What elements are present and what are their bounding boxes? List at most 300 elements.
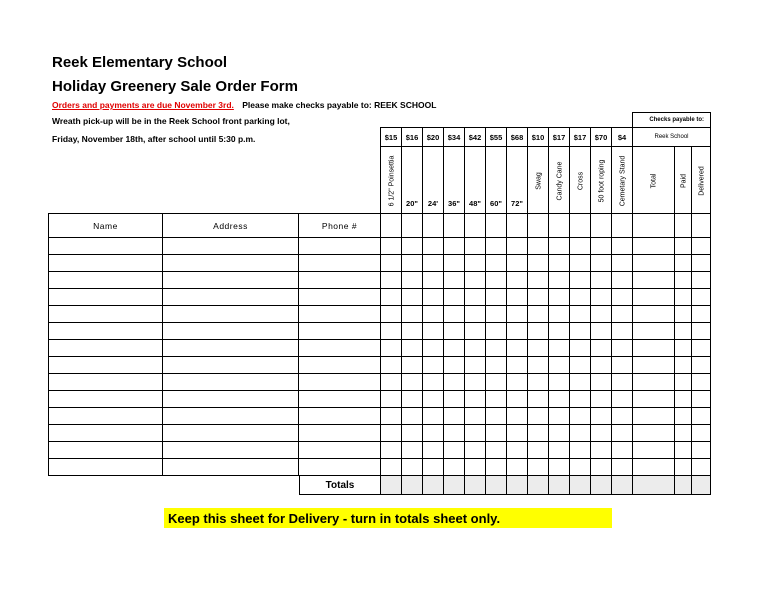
- entry-cell[interactable]: [633, 408, 675, 425]
- entry-cell[interactable]: [381, 289, 402, 306]
- entry-cell[interactable]: [49, 289, 163, 306]
- entry-cell[interactable]: [675, 289, 692, 306]
- entry-cell[interactable]: [49, 238, 163, 255]
- totals-cell[interactable]: [423, 476, 444, 495]
- entry-cell[interactable]: [692, 391, 711, 408]
- entry-cell[interactable]: [675, 340, 692, 357]
- entry-cell[interactable]: [163, 425, 299, 442]
- entry-cell[interactable]: [591, 459, 612, 476]
- entry-cell[interactable]: [402, 306, 423, 323]
- entry-cell[interactable]: [486, 340, 507, 357]
- entry-cell[interactable]: [612, 459, 633, 476]
- totals-cell[interactable]: [444, 476, 465, 495]
- entry-cell[interactable]: [299, 306, 381, 323]
- entry-cell[interactable]: [528, 374, 549, 391]
- entry-cell[interactable]: [570, 425, 591, 442]
- entry-cell[interactable]: [444, 442, 465, 459]
- entry-cell[interactable]: [675, 374, 692, 391]
- entry-cell[interactable]: [163, 323, 299, 340]
- entry-cell[interactable]: [299, 272, 381, 289]
- entry-cell[interactable]: [486, 391, 507, 408]
- entry-cell[interactable]: [444, 238, 465, 255]
- entry-cell[interactable]: [465, 272, 486, 289]
- entry-cell[interactable]: [591, 289, 612, 306]
- entry-cell[interactable]: [612, 238, 633, 255]
- totals-cell[interactable]: [486, 476, 507, 495]
- entry-cell[interactable]: [570, 323, 591, 340]
- entry-cell[interactable]: [528, 442, 549, 459]
- header-blank-cell: [465, 214, 486, 238]
- entry-cell[interactable]: [163, 238, 299, 255]
- entry-cell[interactable]: [423, 272, 444, 289]
- entry-cell[interactable]: [528, 306, 549, 323]
- entry-cell[interactable]: [549, 408, 570, 425]
- totals-cell[interactable]: [692, 476, 711, 495]
- entry-cell[interactable]: [507, 408, 528, 425]
- size-cell: 48": [465, 147, 486, 214]
- entry-cell[interactable]: [423, 255, 444, 272]
- product-label-cell: [528, 147, 549, 214]
- entry-cell[interactable]: [549, 340, 570, 357]
- entry-cell[interactable]: [612, 357, 633, 374]
- header-blank-cell: [591, 214, 612, 238]
- product-label: Cross: [577, 171, 584, 190]
- entry-cell[interactable]: [633, 323, 675, 340]
- school-title: Reek Elementary School: [52, 54, 228, 71]
- entry-cell[interactable]: [49, 357, 163, 374]
- entry-cell[interactable]: [299, 357, 381, 374]
- entry-cell[interactable]: [675, 459, 692, 476]
- entry-cell[interactable]: [549, 272, 570, 289]
- entry-cell[interactable]: [402, 391, 423, 408]
- entry-cell[interactable]: [402, 408, 423, 425]
- entry-cell[interactable]: [423, 306, 444, 323]
- totals-cell[interactable]: [507, 476, 528, 495]
- entry-cell[interactable]: [423, 357, 444, 374]
- entry-cell[interactable]: [692, 425, 711, 442]
- entry-cell[interactable]: [49, 323, 163, 340]
- entry-cell[interactable]: [591, 425, 612, 442]
- entry-cell[interactable]: [612, 272, 633, 289]
- entry-cell[interactable]: [299, 408, 381, 425]
- entry-cell[interactable]: [299, 374, 381, 391]
- entry-cell[interactable]: [381, 306, 402, 323]
- entry-cell[interactable]: [486, 255, 507, 272]
- entry-cell[interactable]: [299, 340, 381, 357]
- entry-cell[interactable]: [570, 374, 591, 391]
- entry-cell[interactable]: [591, 391, 612, 408]
- entry-cell[interactable]: [163, 255, 299, 272]
- entry-cell[interactable]: [528, 357, 549, 374]
- entry-cell[interactable]: [612, 289, 633, 306]
- entry-cell[interactable]: [549, 459, 570, 476]
- entry-cell[interactable]: [591, 238, 612, 255]
- entry-cell[interactable]: [465, 357, 486, 374]
- entry-cell[interactable]: [633, 306, 675, 323]
- checks-payable-value: Reek School: [633, 128, 711, 147]
- entry-cell[interactable]: [612, 323, 633, 340]
- entry-cell[interactable]: [465, 323, 486, 340]
- entry-cell[interactable]: [299, 238, 381, 255]
- entry-cell[interactable]: [612, 425, 633, 442]
- checks-notice: Please make checks payable to: REEK SCHOOL: [242, 100, 437, 110]
- entry-cell[interactable]: [402, 255, 423, 272]
- summary-label-cell: [675, 147, 692, 214]
- entry-cell[interactable]: [163, 306, 299, 323]
- entry-cell[interactable]: [402, 289, 423, 306]
- entry-cell[interactable]: [692, 306, 711, 323]
- entry-cell[interactable]: [692, 323, 711, 340]
- entry-cell[interactable]: [675, 255, 692, 272]
- entry-cell[interactable]: [591, 272, 612, 289]
- entry-cell[interactable]: [163, 408, 299, 425]
- entry-cell[interactable]: [675, 306, 692, 323]
- entry-cell[interactable]: [675, 391, 692, 408]
- entry-cell[interactable]: [381, 272, 402, 289]
- price-cell: $10: [528, 128, 549, 147]
- entry-cell[interactable]: [381, 323, 402, 340]
- entry-cell[interactable]: [612, 391, 633, 408]
- entry-cell[interactable]: [528, 323, 549, 340]
- entry-cell[interactable]: [549, 357, 570, 374]
- entry-cell[interactable]: [49, 408, 163, 425]
- entry-cell[interactable]: [570, 289, 591, 306]
- entry-cell[interactable]: [49, 340, 163, 357]
- entry-cell[interactable]: [633, 391, 675, 408]
- entry-cell[interactable]: [507, 442, 528, 459]
- entry-cell[interactable]: [612, 408, 633, 425]
- price-cell: $15: [381, 128, 402, 147]
- entry-cell[interactable]: [591, 442, 612, 459]
- entry-cell[interactable]: [675, 425, 692, 442]
- entry-cell[interactable]: [549, 391, 570, 408]
- entry-cell[interactable]: [570, 459, 591, 476]
- size-cell: 20": [402, 147, 423, 214]
- entry-cell[interactable]: [549, 289, 570, 306]
- entry-cell[interactable]: [675, 357, 692, 374]
- entry-cell[interactable]: [549, 323, 570, 340]
- entry-cell[interactable]: [692, 255, 711, 272]
- price-cell: $70: [591, 128, 612, 147]
- entry-cell[interactable]: [423, 425, 444, 442]
- entry-cell[interactable]: [444, 459, 465, 476]
- entry-cell[interactable]: [486, 374, 507, 391]
- entry-cell[interactable]: [633, 255, 675, 272]
- entry-cell[interactable]: [423, 459, 444, 476]
- totals-cell[interactable]: [528, 476, 549, 495]
- entry-cell[interactable]: [675, 408, 692, 425]
- entry-cell[interactable]: [423, 238, 444, 255]
- entry-cell[interactable]: [591, 323, 612, 340]
- entry-cell[interactable]: [549, 425, 570, 442]
- entry-cell[interactable]: [49, 442, 163, 459]
- entry-cell[interactable]: [163, 374, 299, 391]
- entry-cell[interactable]: [49, 425, 163, 442]
- entry-cell[interactable]: [692, 357, 711, 374]
- entry-cell[interactable]: [444, 289, 465, 306]
- entry-cell[interactable]: [591, 306, 612, 323]
- entry-cell[interactable]: [444, 357, 465, 374]
- entry-cell[interactable]: [402, 323, 423, 340]
- entry-cell[interactable]: [528, 459, 549, 476]
- entry-cell[interactable]: [486, 425, 507, 442]
- entry-cell[interactable]: [528, 391, 549, 408]
- entry-cell[interactable]: [633, 272, 675, 289]
- entry-cell[interactable]: [444, 425, 465, 442]
- entry-cell[interactable]: [444, 391, 465, 408]
- entry-cell[interactable]: [423, 374, 444, 391]
- pickup-line-1: Wreath pick-up will be in the Reek School front parking lot,: [52, 116, 290, 126]
- entry-cell[interactable]: [591, 408, 612, 425]
- entry-cell[interactable]: [444, 255, 465, 272]
- totals-cell[interactable]: [381, 476, 402, 495]
- entry-cell[interactable]: [163, 272, 299, 289]
- entry-cell[interactable]: [444, 340, 465, 357]
- entry-cell[interactable]: [49, 255, 163, 272]
- entry-cell[interactable]: [528, 238, 549, 255]
- entry-cell[interactable]: [591, 340, 612, 357]
- entry-cell[interactable]: [692, 272, 711, 289]
- entry-cell[interactable]: [507, 289, 528, 306]
- entry-cell[interactable]: [402, 374, 423, 391]
- entry-cell[interactable]: [507, 425, 528, 442]
- entry-cell[interactable]: [633, 340, 675, 357]
- totals-cell[interactable]: [633, 476, 675, 495]
- entry-cell[interactable]: [486, 442, 507, 459]
- entry-cell[interactable]: [381, 425, 402, 442]
- entry-cell[interactable]: [402, 272, 423, 289]
- summary-column-label: Paid: [680, 173, 687, 188]
- price-cell: $42: [465, 128, 486, 147]
- product-label: Cemetary Stand: [619, 155, 626, 206]
- entry-cell[interactable]: [612, 255, 633, 272]
- due-line: [52, 100, 436, 110]
- checks-payable-label: Checks payable to:: [633, 112, 711, 128]
- product-label-cell: [570, 147, 591, 214]
- entry-cell[interactable]: [507, 323, 528, 340]
- entry-cell[interactable]: [570, 391, 591, 408]
- entry-cell[interactable]: [570, 357, 591, 374]
- entry-cell[interactable]: [465, 408, 486, 425]
- product-label: 50 foot roping: [598, 159, 605, 202]
- totals-cell[interactable]: [570, 476, 591, 495]
- entry-cell[interactable]: [507, 238, 528, 255]
- totals-cell[interactable]: [675, 476, 692, 495]
- entry-cell[interactable]: [465, 374, 486, 391]
- entry-cell[interactable]: [570, 408, 591, 425]
- entry-cell[interactable]: [549, 442, 570, 459]
- name-header: Name: [49, 214, 163, 238]
- entry-cell[interactable]: [163, 289, 299, 306]
- product-label: Candy Cane: [556, 161, 563, 200]
- entry-cell[interactable]: [465, 306, 486, 323]
- entry-cell[interactable]: [507, 340, 528, 357]
- entry-cell[interactable]: [486, 408, 507, 425]
- address-header: Address: [163, 214, 299, 238]
- entry-cell[interactable]: [486, 272, 507, 289]
- entry-cell[interactable]: [423, 391, 444, 408]
- entry-cell[interactable]: [507, 357, 528, 374]
- entry-cell[interactable]: [692, 374, 711, 391]
- entry-cell[interactable]: [381, 374, 402, 391]
- entry-cell[interactable]: [49, 306, 163, 323]
- entry-cell[interactable]: [402, 357, 423, 374]
- entry-cell[interactable]: [692, 408, 711, 425]
- entry-cell[interactable]: [465, 340, 486, 357]
- entry-cell[interactable]: [402, 425, 423, 442]
- entry-cell[interactable]: [692, 459, 711, 476]
- header-blank-cell: [549, 214, 570, 238]
- entry-cell[interactable]: [465, 425, 486, 442]
- entry-cell[interactable]: [633, 289, 675, 306]
- entry-cell[interactable]: [299, 323, 381, 340]
- entry-cell[interactable]: [591, 374, 612, 391]
- entry-cell[interactable]: [591, 255, 612, 272]
- entry-cell[interactable]: [528, 289, 549, 306]
- entry-cell[interactable]: [570, 340, 591, 357]
- entry-cell[interactable]: [549, 306, 570, 323]
- entry-cell[interactable]: [612, 306, 633, 323]
- entry-cell[interactable]: [486, 357, 507, 374]
- entry-cell[interactable]: [402, 238, 423, 255]
- entry-cell[interactable]: [465, 391, 486, 408]
- entry-cell[interactable]: [528, 272, 549, 289]
- header-blank-cell: [675, 214, 692, 238]
- entry-cell[interactable]: [486, 289, 507, 306]
- entry-cell[interactable]: [528, 408, 549, 425]
- entry-cell[interactable]: [612, 374, 633, 391]
- entry-cell[interactable]: [423, 289, 444, 306]
- entry-cell[interactable]: [692, 289, 711, 306]
- entry-cell[interactable]: [299, 425, 381, 442]
- entry-cell[interactable]: [528, 425, 549, 442]
- entry-cell[interactable]: [486, 306, 507, 323]
- entry-cell[interactable]: [381, 255, 402, 272]
- entry-cell[interactable]: [570, 306, 591, 323]
- entry-cell[interactable]: [163, 357, 299, 374]
- entry-cell[interactable]: [423, 323, 444, 340]
- entry-cell[interactable]: [163, 340, 299, 357]
- entry-cell[interactable]: [299, 255, 381, 272]
- entry-cell[interactable]: [299, 289, 381, 306]
- entry-cell[interactable]: [549, 374, 570, 391]
- entry-cell[interactable]: [299, 459, 381, 476]
- entry-cell[interactable]: [402, 442, 423, 459]
- entry-cell[interactable]: [402, 340, 423, 357]
- entry-cell[interactable]: [507, 306, 528, 323]
- entry-cell[interactable]: [675, 442, 692, 459]
- entry-cell[interactable]: [49, 374, 163, 391]
- totals-cell[interactable]: [612, 476, 633, 495]
- entry-cell[interactable]: [299, 442, 381, 459]
- entry-cell[interactable]: [465, 289, 486, 306]
- entry-cell[interactable]: [381, 442, 402, 459]
- entry-cell[interactable]: [549, 255, 570, 272]
- entry-cell[interactable]: [692, 238, 711, 255]
- entry-cell[interactable]: [465, 238, 486, 255]
- entry-cell[interactable]: [465, 255, 486, 272]
- entry-cell[interactable]: [507, 272, 528, 289]
- entry-cell[interactable]: [381, 238, 402, 255]
- entry-cell[interactable]: [381, 459, 402, 476]
- entry-cell[interactable]: [633, 238, 675, 255]
- entry-cell[interactable]: [528, 340, 549, 357]
- entry-cell[interactable]: [633, 425, 675, 442]
- entry-cell[interactable]: [612, 340, 633, 357]
- totals-cell[interactable]: [549, 476, 570, 495]
- summary-column-label: Delivered: [698, 165, 705, 196]
- entry-cell[interactable]: [381, 357, 402, 374]
- entry-cell[interactable]: [507, 459, 528, 476]
- totals-cell[interactable]: [402, 476, 423, 495]
- entry-cell[interactable]: [633, 459, 675, 476]
- entry-cell[interactable]: [507, 255, 528, 272]
- entry-cell[interactable]: [402, 459, 423, 476]
- entry-cell[interactable]: [633, 374, 675, 391]
- price-cell: $34: [444, 128, 465, 147]
- entry-cell[interactable]: [675, 323, 692, 340]
- entry-cell[interactable]: [163, 459, 299, 476]
- entry-cell[interactable]: [49, 391, 163, 408]
- entry-cell[interactable]: [692, 340, 711, 357]
- entry-cell[interactable]: [570, 255, 591, 272]
- header-blank-cell: [692, 214, 711, 238]
- entry-cell[interactable]: [612, 442, 633, 459]
- entry-cell[interactable]: [444, 408, 465, 425]
- entry-cell[interactable]: [633, 442, 675, 459]
- entry-cell[interactable]: [570, 442, 591, 459]
- entry-cell[interactable]: [49, 459, 163, 476]
- entry-cell[interactable]: [486, 238, 507, 255]
- entry-cell[interactable]: [570, 272, 591, 289]
- entry-cell[interactable]: [507, 391, 528, 408]
- entry-cell[interactable]: [381, 408, 402, 425]
- entry-cell[interactable]: [423, 340, 444, 357]
- entry-cell[interactable]: [528, 255, 549, 272]
- entry-cell[interactable]: [163, 391, 299, 408]
- header-blank-cell: [507, 214, 528, 238]
- entry-cell[interactable]: [549, 238, 570, 255]
- product-label: 6 1/2" Poinsettia: [388, 155, 395, 206]
- entry-cell[interactable]: [507, 374, 528, 391]
- entry-cell[interactable]: [381, 391, 402, 408]
- entry-cell[interactable]: [299, 391, 381, 408]
- entry-cell[interactable]: [423, 442, 444, 459]
- entry-cell[interactable]: [675, 272, 692, 289]
- entry-cell[interactable]: [486, 323, 507, 340]
- header-blank-cell: [381, 214, 402, 238]
- entry-cell[interactable]: [49, 272, 163, 289]
- entry-cell[interactable]: [423, 408, 444, 425]
- entry-cell[interactable]: [675, 238, 692, 255]
- entry-cell[interactable]: [692, 442, 711, 459]
- entry-cell[interactable]: [444, 272, 465, 289]
- entry-cell[interactable]: [486, 459, 507, 476]
- entry-cell[interactable]: [163, 442, 299, 459]
- header-blank-cell: [423, 214, 444, 238]
- entry-cell[interactable]: [465, 459, 486, 476]
- entry-cell[interactable]: [591, 357, 612, 374]
- entry-cell[interactable]: [444, 306, 465, 323]
- entry-cell[interactable]: [570, 238, 591, 255]
- entry-cell[interactable]: [465, 442, 486, 459]
- entry-cell[interactable]: [381, 340, 402, 357]
- entry-cell[interactable]: [633, 357, 675, 374]
- totals-cell[interactable]: [591, 476, 612, 495]
- entry-cell[interactable]: [444, 323, 465, 340]
- totals-cell[interactable]: [465, 476, 486, 495]
- entry-cell[interactable]: [444, 374, 465, 391]
